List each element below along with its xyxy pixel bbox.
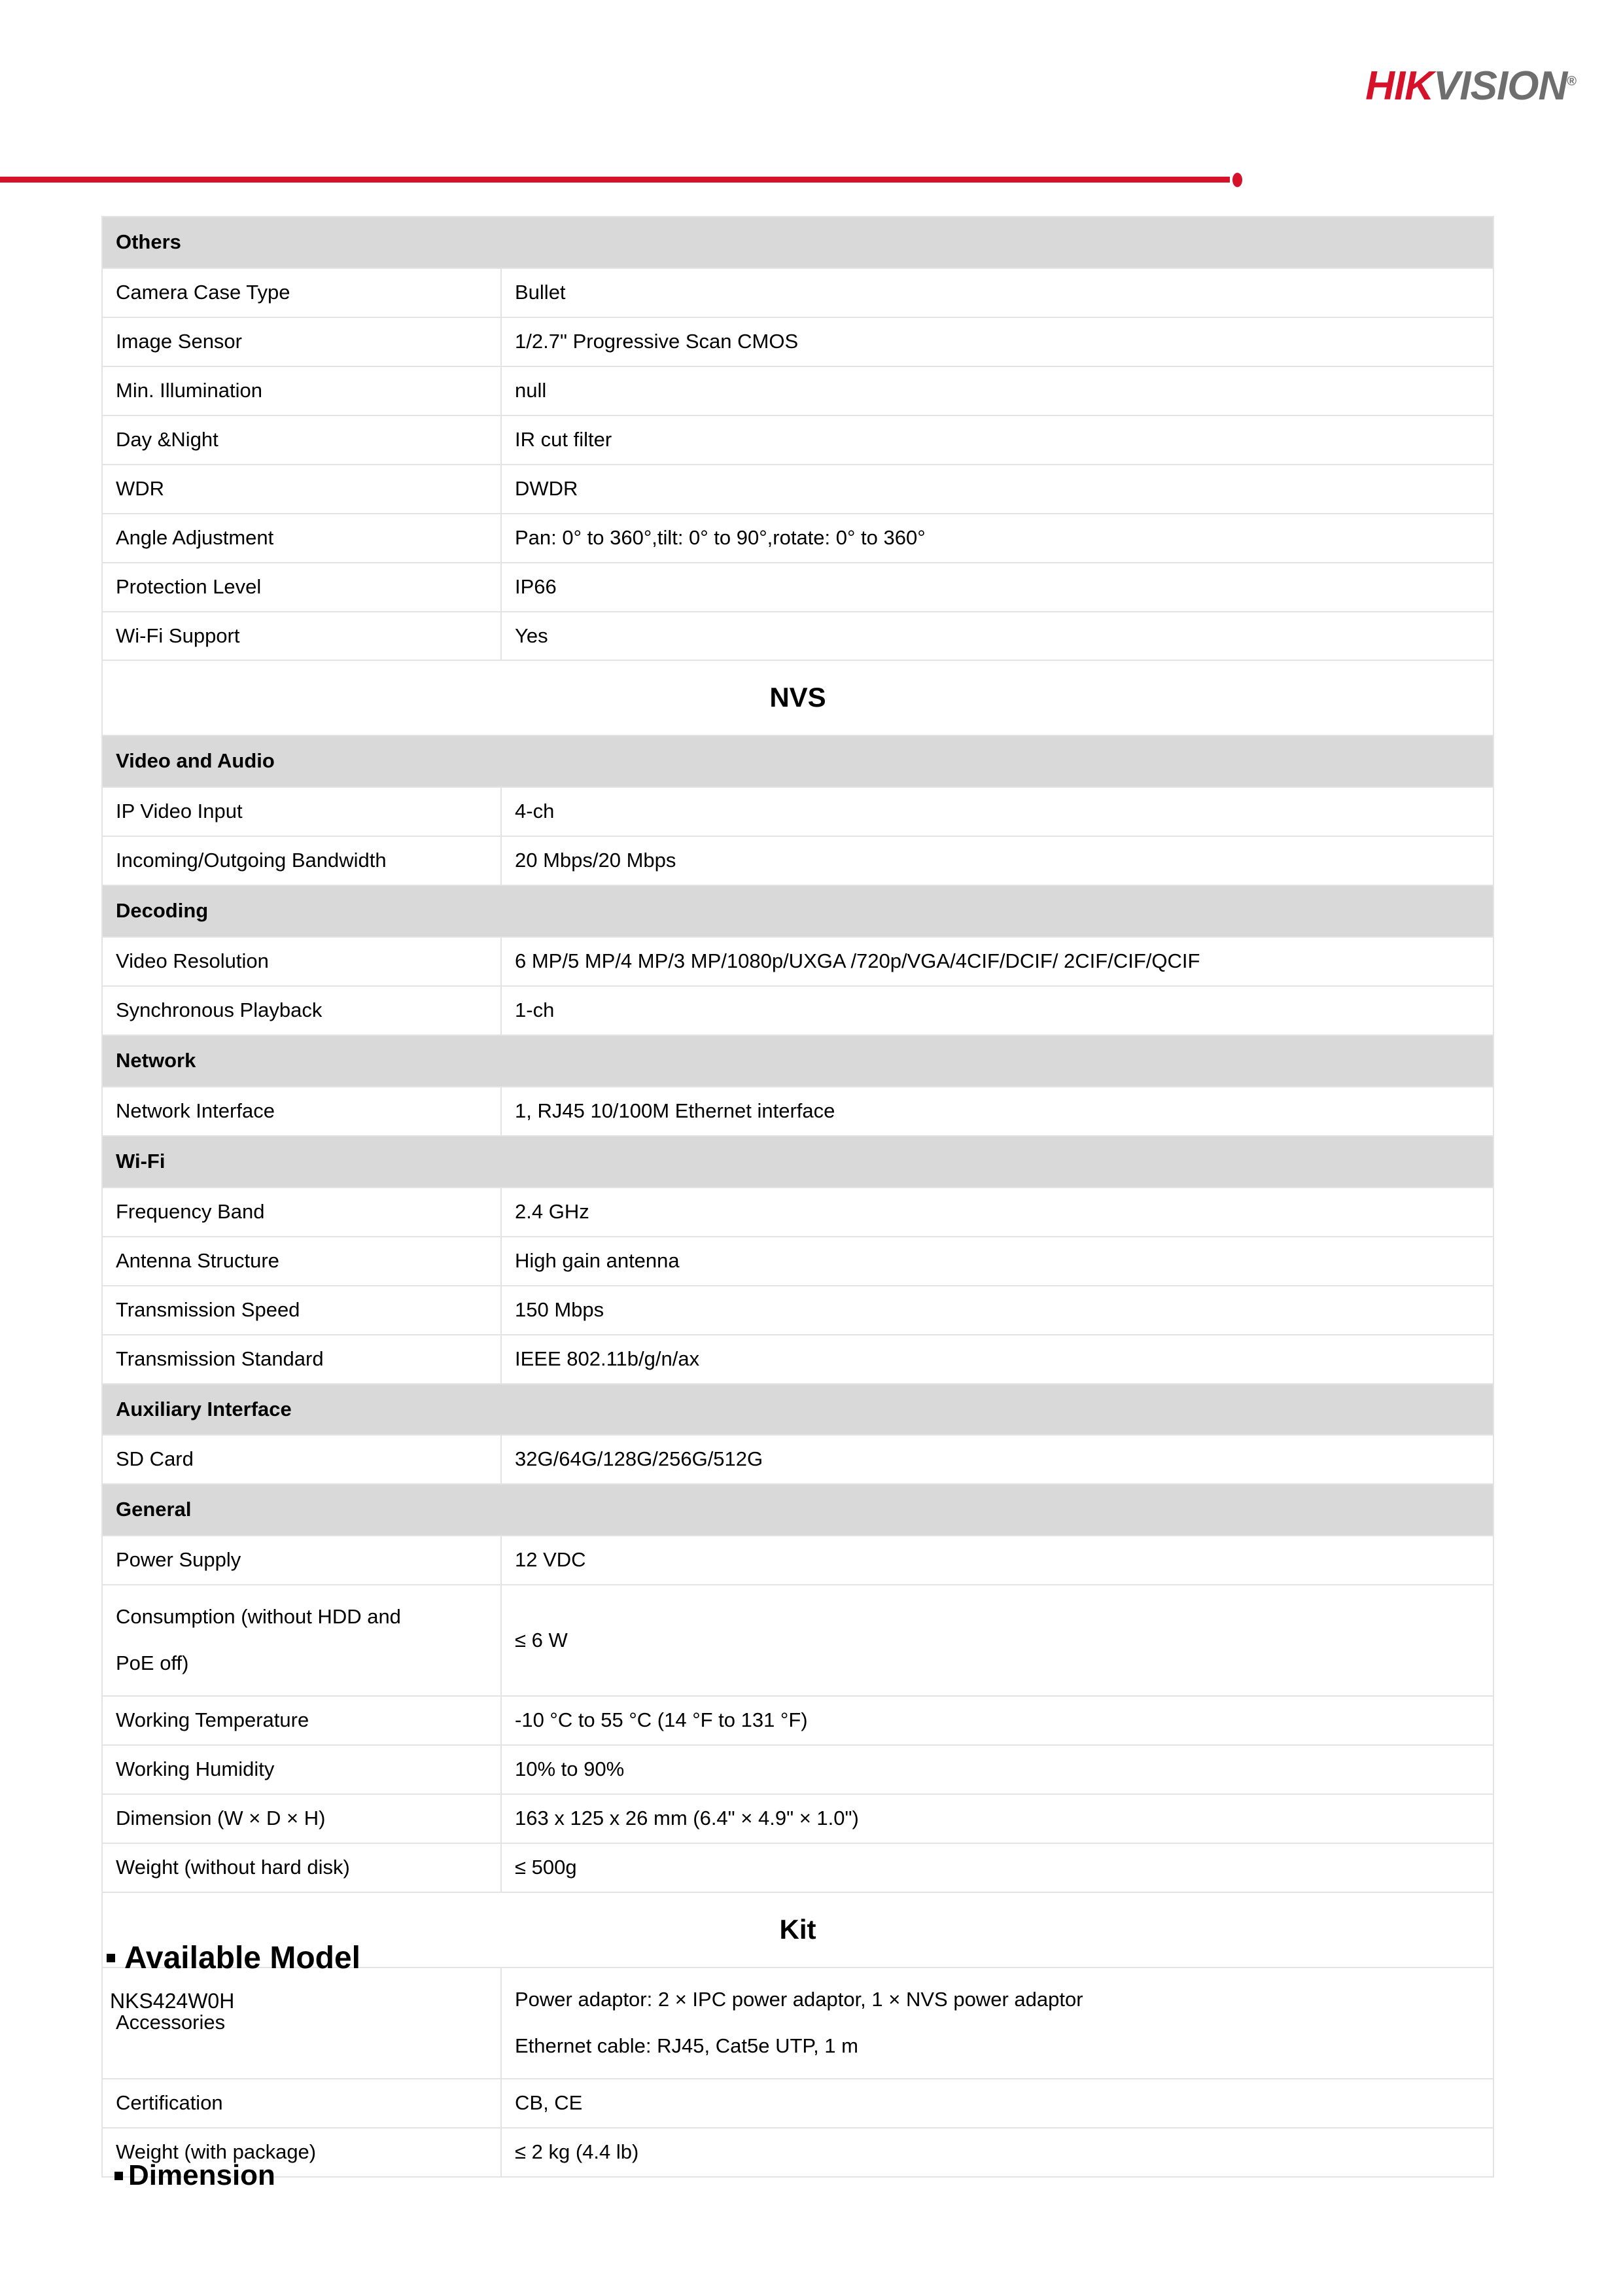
available-model-heading-label: Available Model: [124, 1941, 360, 1975]
table-row: [102, 2128, 1493, 2177]
table-row-label: Dimension (W × D × H): [102, 1794, 501, 1843]
table-row: [102, 1843, 1493, 1892]
table-row-label: Network Interface: [102, 1087, 501, 1136]
table-row-value: 32G/64G/128G/256G/512G: [501, 1435, 1493, 1484]
table-row-label: Angle Adjustment: [102, 514, 501, 563]
table-row-value-line: Power adaptor: 2 × IPC power adaptor, 1 × NVS power adaptor: [515, 1987, 1083, 2011]
specification-table-body: [102, 217, 1493, 2177]
table-row-value: [501, 1968, 1493, 2079]
logo-hik-text: HIK: [1365, 63, 1434, 109]
table-row-label: Power Supply: [102, 1536, 501, 1585]
table-section-header-label: Others: [102, 217, 1493, 268]
available-model-heading: [107, 1940, 360, 1976]
table-row-value: CB, CE: [501, 2079, 1493, 2128]
table-row-value: 12 VDC: [501, 1536, 1493, 1585]
table-row-value: ≤ 500g: [501, 1843, 1493, 1892]
table-row: [102, 563, 1493, 612]
table-section-header-label: Video and Audio: [102, 735, 1493, 787]
table-row-label: Transmission Standard: [102, 1335, 501, 1384]
table-row-label-line: PoE off): [116, 1651, 189, 1675]
table-row-value: ≤ 6 W: [501, 1585, 1493, 1696]
table-row-label: Frequency Band: [102, 1188, 501, 1237]
table-row-value: Pan: 0° to 360°,tilt: 0° to 90°,rotate: 0° to 360°: [501, 514, 1493, 563]
table-row-label: Weight (without hard disk): [102, 1843, 501, 1892]
table-section-header-row: [102, 217, 1493, 268]
table-row: [102, 937, 1493, 986]
table-row: [102, 1794, 1493, 1843]
table-row-value: 1/2.7" Progressive Scan CMOS: [501, 317, 1493, 366]
table-row: [102, 366, 1493, 415]
table-row-value: ≤ 2 kg (4.4 lb): [501, 2128, 1493, 2177]
table-row-label: Wi-Fi Support: [102, 612, 501, 661]
table-row: [102, 787, 1493, 836]
table-row-value: 6 MP/5 MP/4 MP/3 MP/1080p/UXGA /720p/VGA/4CIF/DCIF/ 2CIF/CIF/QCIF: [501, 937, 1493, 986]
table-row: [102, 836, 1493, 885]
table-row-label: IP Video Input: [102, 787, 501, 836]
table-row-value: IP66: [501, 563, 1493, 612]
registered-trademark-icon: ®: [1567, 74, 1576, 89]
table-row: [102, 986, 1493, 1035]
table-row: [102, 1745, 1493, 1794]
table-row: [102, 1585, 1493, 1696]
table-row: [102, 1536, 1493, 1585]
table-row-label-line: Consumption (without HDD and: [116, 1605, 401, 1629]
table-row-value: 150 Mbps: [501, 1286, 1493, 1335]
table-row-label: Synchronous Playback: [102, 986, 501, 1035]
specification-table: [101, 216, 1494, 2178]
table-row: [102, 1696, 1493, 1745]
bullet-square-icon: [107, 1954, 115, 1962]
table-section-header-row: [102, 1384, 1493, 1436]
header-rule-dot-icon: [1232, 173, 1242, 187]
dimension-heading: [114, 2159, 275, 2192]
hikvision-logo: [1365, 63, 1576, 109]
table-row: [102, 612, 1493, 661]
table-row-label: Day &Night: [102, 415, 501, 465]
table-section-header-label: Wi-Fi: [102, 1136, 1493, 1188]
table-row-label: SD Card: [102, 1435, 501, 1484]
table-row-label: WDR: [102, 465, 501, 514]
logo-vision-text: VISION: [1433, 63, 1567, 109]
header-rule-line: [0, 177, 1230, 183]
table-row-label: Working Temperature: [102, 1696, 501, 1745]
table-row-label: Transmission Speed: [102, 1286, 501, 1335]
table-row-label: Incoming/Outgoing Bandwidth: [102, 836, 501, 885]
table-row-value: Bullet: [501, 268, 1493, 317]
table-row-label: Working Humidity: [102, 1745, 501, 1794]
table-row: [102, 415, 1493, 465]
table-section-header-row: [102, 1136, 1493, 1188]
table-title-label: Kit: [102, 1892, 1493, 1968]
table-row: [102, 1435, 1493, 1484]
table-row-value: 10% to 90%: [501, 1745, 1493, 1794]
table-section-header-row: [102, 1035, 1493, 1087]
page-header: [0, 0, 1623, 162]
table-row-label: Camera Case Type: [102, 268, 501, 317]
table-row: [102, 1087, 1493, 1136]
table-section-header-label: Network: [102, 1035, 1493, 1087]
table-row-label: [102, 1585, 501, 1696]
table-section-header-label: Auxiliary Interface: [102, 1384, 1493, 1436]
table-title-row: [102, 660, 1493, 735]
table-row-label: Weight (with package): [102, 2128, 501, 2177]
table-row: [102, 1188, 1493, 1237]
table-row: [102, 465, 1493, 514]
table-section-header-row: [102, 1484, 1493, 1536]
table-row: [102, 1335, 1493, 1384]
table-row-value: null: [501, 366, 1493, 415]
table-row: [102, 2079, 1493, 2128]
table-row-value: 20 Mbps/20 Mbps: [501, 836, 1493, 885]
table-row-value: 163 x 125 x 26 mm (6.4" × 4.9" × 1.0"): [501, 1794, 1493, 1843]
table-row-value: 4-ch: [501, 787, 1493, 836]
table-row-value: -10 °C to 55 °C (14 °F to 131 °F): [501, 1696, 1493, 1745]
table-row: [102, 1286, 1493, 1335]
header-divider: [0, 171, 1623, 187]
table-row-label: Certification: [102, 2079, 501, 2128]
table-row-value: 1-ch: [501, 986, 1493, 1035]
table-section-header-row: [102, 885, 1493, 937]
table-row-label: Protection Level: [102, 563, 501, 612]
table-row-label: Min. Illumination: [102, 366, 501, 415]
table-row-value: IEEE 802.11b/g/n/ax: [501, 1335, 1493, 1384]
table-row-label: Video Resolution: [102, 937, 501, 986]
table-row-value: 2.4 GHz: [501, 1188, 1493, 1237]
table-row: [102, 317, 1493, 366]
table-row-value: IR cut filter: [501, 415, 1493, 465]
available-model-value: NKS424W0H: [110, 1989, 235, 2013]
table-row-value: 1, RJ45 10/100M Ethernet interface: [501, 1087, 1493, 1136]
table-row-value-line: Ethernet cable: RJ45, Cat5e UTP, 1 m: [515, 2034, 858, 2057]
table-section-header-label: Decoding: [102, 885, 1493, 937]
table-row-value: Yes: [501, 612, 1493, 661]
table-section-header-row: [102, 735, 1493, 787]
table-row: [102, 1968, 1493, 2079]
table-row: [102, 514, 1493, 563]
table-row: [102, 1237, 1493, 1286]
table-row: [102, 268, 1493, 317]
bullet-square-icon: [114, 2172, 123, 2180]
table-row-value: High gain antenna: [501, 1237, 1493, 1286]
table-row-label: Antenna Structure: [102, 1237, 501, 1286]
table-row-label: Image Sensor: [102, 317, 501, 366]
table-row-label: Accessories: [102, 1968, 501, 2079]
table-row-value: DWDR: [501, 465, 1493, 514]
table-title-label: NVS: [102, 660, 1493, 735]
dimension-heading-label: Dimension: [128, 2159, 275, 2191]
table-section-header-label: General: [102, 1484, 1493, 1536]
